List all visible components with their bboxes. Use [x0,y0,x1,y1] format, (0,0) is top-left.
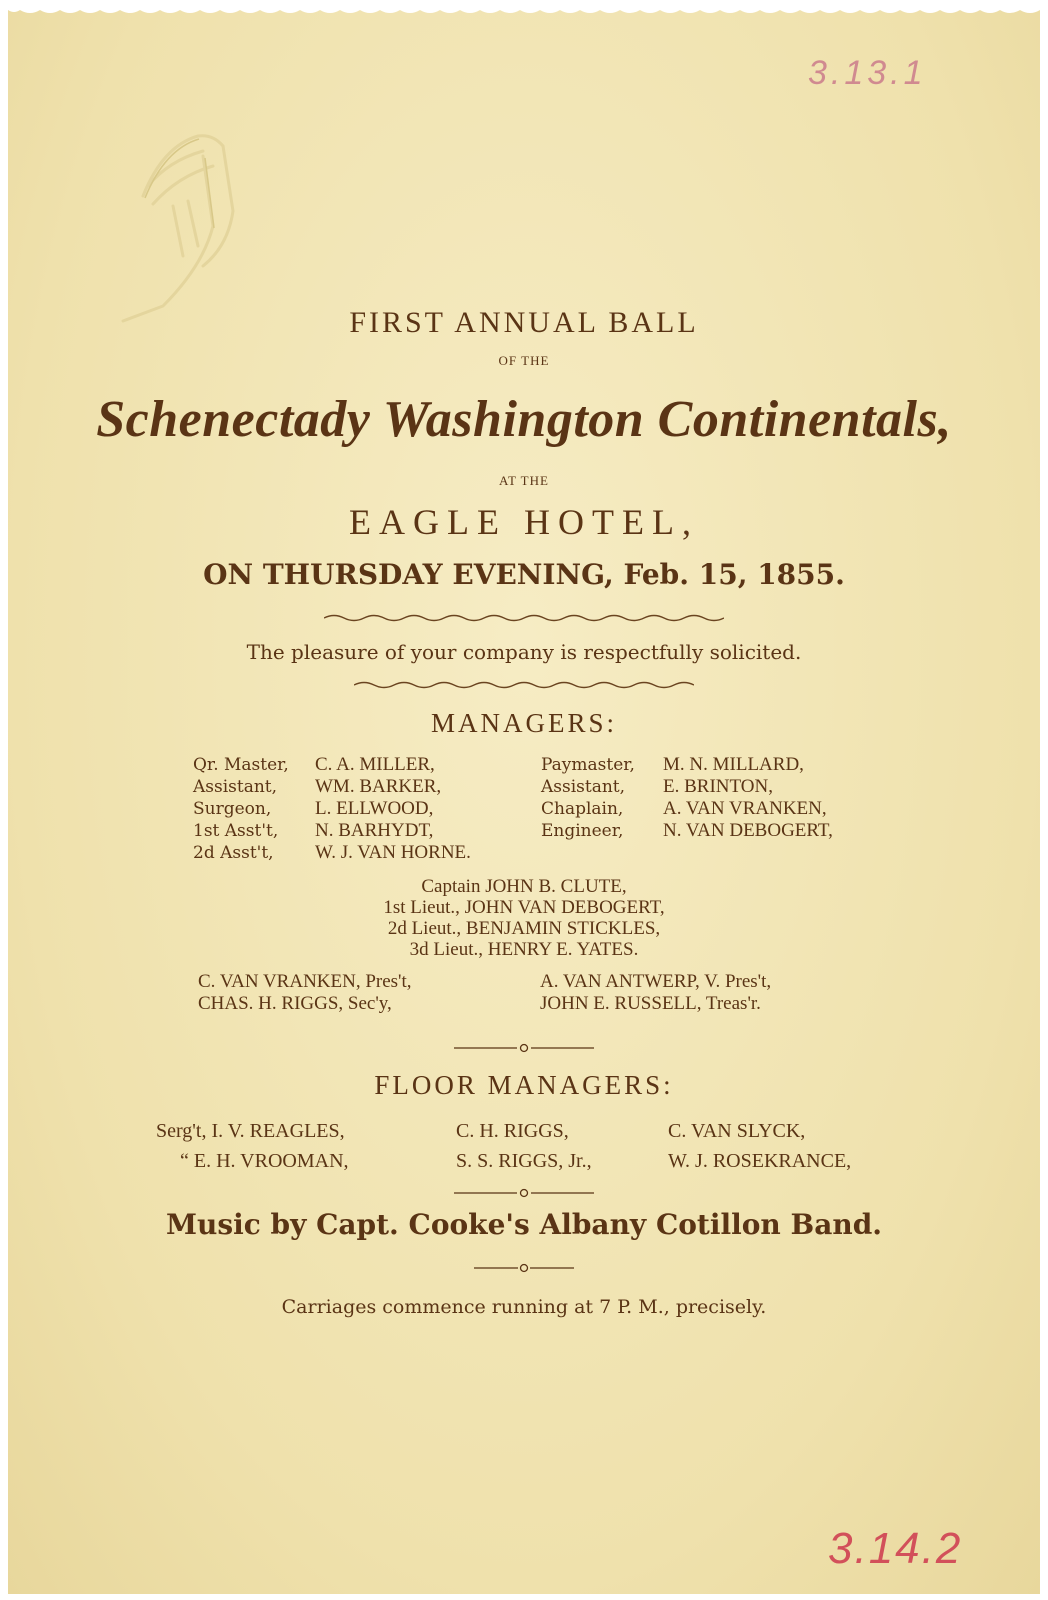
floor-manager: W. J. ROSEKRANCE, [668,1150,852,1172]
invitation-text: The pleasure of your company is respectfully solicited. [246,640,802,664]
manager-row [193,754,471,776]
manager-role: 2d Asst't, [193,843,274,863]
manager-role: Chaplain, [541,799,624,819]
pencil-catalog-number-bottom: 3.14.2 [828,1524,963,1573]
managers-heading: MANAGERS: [430,708,618,738]
at-the-label: AT THE [499,473,549,488]
manager-row [193,776,471,798]
manager-name: L. ELLWOOD, [315,798,434,819]
section-divider [454,1188,594,1198]
company-officers [8,876,1040,960]
manager-row [541,754,833,776]
ornamental-rule-bottom [354,680,694,690]
manager-row [193,798,471,820]
ornamental-rule-top [324,613,724,623]
manager-role: Assistant, [193,777,278,797]
floor-managers-heading: FLOOR MANAGERS: [374,1070,674,1100]
manager-name: WM. BARKER, [315,776,442,797]
embossed-eagle-icon [103,116,253,326]
title-first-annual-ball: FIRST ANNUAL BALL [349,306,699,339]
event-date: ON THURSDAY EVENING, Feb. 15, 1855. [203,558,845,591]
floor-managers-col-3 [668,1116,851,1176]
manager-role: Engineer, [541,821,624,841]
manager-name: E. BRINTON, [663,776,773,797]
title-venue: EAGLE HOTEL, [349,502,699,542]
manager-role: Paymaster, [541,755,635,775]
officer-line: 2d Lieut., BENJAMIN STICKLES, [387,918,661,939]
manager-role: Qr. Master, [193,755,289,775]
society-officers-left [198,971,412,1015]
floor-managers-col-2 [456,1116,592,1176]
section-divider [474,1263,574,1273]
manager-row [541,820,833,842]
floor-manager: C. VAN SLYCK, [668,1120,806,1142]
floor-managers-col-1 [156,1116,349,1176]
invitation-card [8,6,1040,1594]
society-officer: A. VAN ANTWERP, V. Pres't, [540,971,772,992]
floor-manager: S. S. RIGGS, Jr., [456,1150,592,1172]
manager-row [541,798,833,820]
manager-name: M. N. MILLARD, [663,754,804,775]
manager-row [193,842,471,864]
section-divider [454,1043,594,1053]
of-the-label: OF THE [498,353,550,368]
title-organization-name: Schenectady Washington Continentals, [96,391,952,448]
society-officer: C. VAN VRANKEN, Pres't, [198,971,412,992]
floor-managers-list [156,1116,916,1186]
manager-row [193,820,471,842]
officer-line: 1st Lieut., JOHN VAN DEBOGERT, [383,897,665,918]
managers-left-column [193,754,471,864]
manager-row [541,776,833,798]
carriages-notice: Carriages commence running at 7 P. M., precisely. [281,1296,767,1318]
deckled-top-edge [8,6,1040,16]
manager-name: W. J. VAN HORNE. [315,842,471,863]
managers-right-column [541,754,833,842]
manager-name: A. VAN VRANKEN, [663,798,827,819]
officer-line: Captain JOHN B. CLUTE, [421,876,627,897]
floor-manager: “ E. H. VROOMAN, [180,1150,349,1172]
floor-manager: Serg't, I. V. REAGLES, [156,1120,345,1142]
society-officer: CHAS. H. RIGGS, Sec'y, [198,993,392,1014]
manager-role: Assistant, [541,777,626,797]
manager-role: Surgeon, [193,799,272,819]
manager-name: N. VAN DEBOGERT, [663,820,833,841]
society-officer: JOHN E. RUSSELL, Treas'r. [540,993,761,1014]
pencil-catalog-number-top: 3.13.1 [808,54,927,92]
officer-line: 3d Lieut., HENRY E. YATES. [409,939,639,960]
manager-role: 1st Asst't, [193,821,279,841]
society-officers-right [540,971,771,1015]
floor-manager: C. H. RIGGS, [456,1120,569,1142]
manager-name: C. A. MILLER, [315,754,435,775]
music-credit: Music by Capt. Cooke's Albany Cotillon Band. [165,1208,883,1241]
manager-name: N. BARHYDT, [315,820,434,841]
